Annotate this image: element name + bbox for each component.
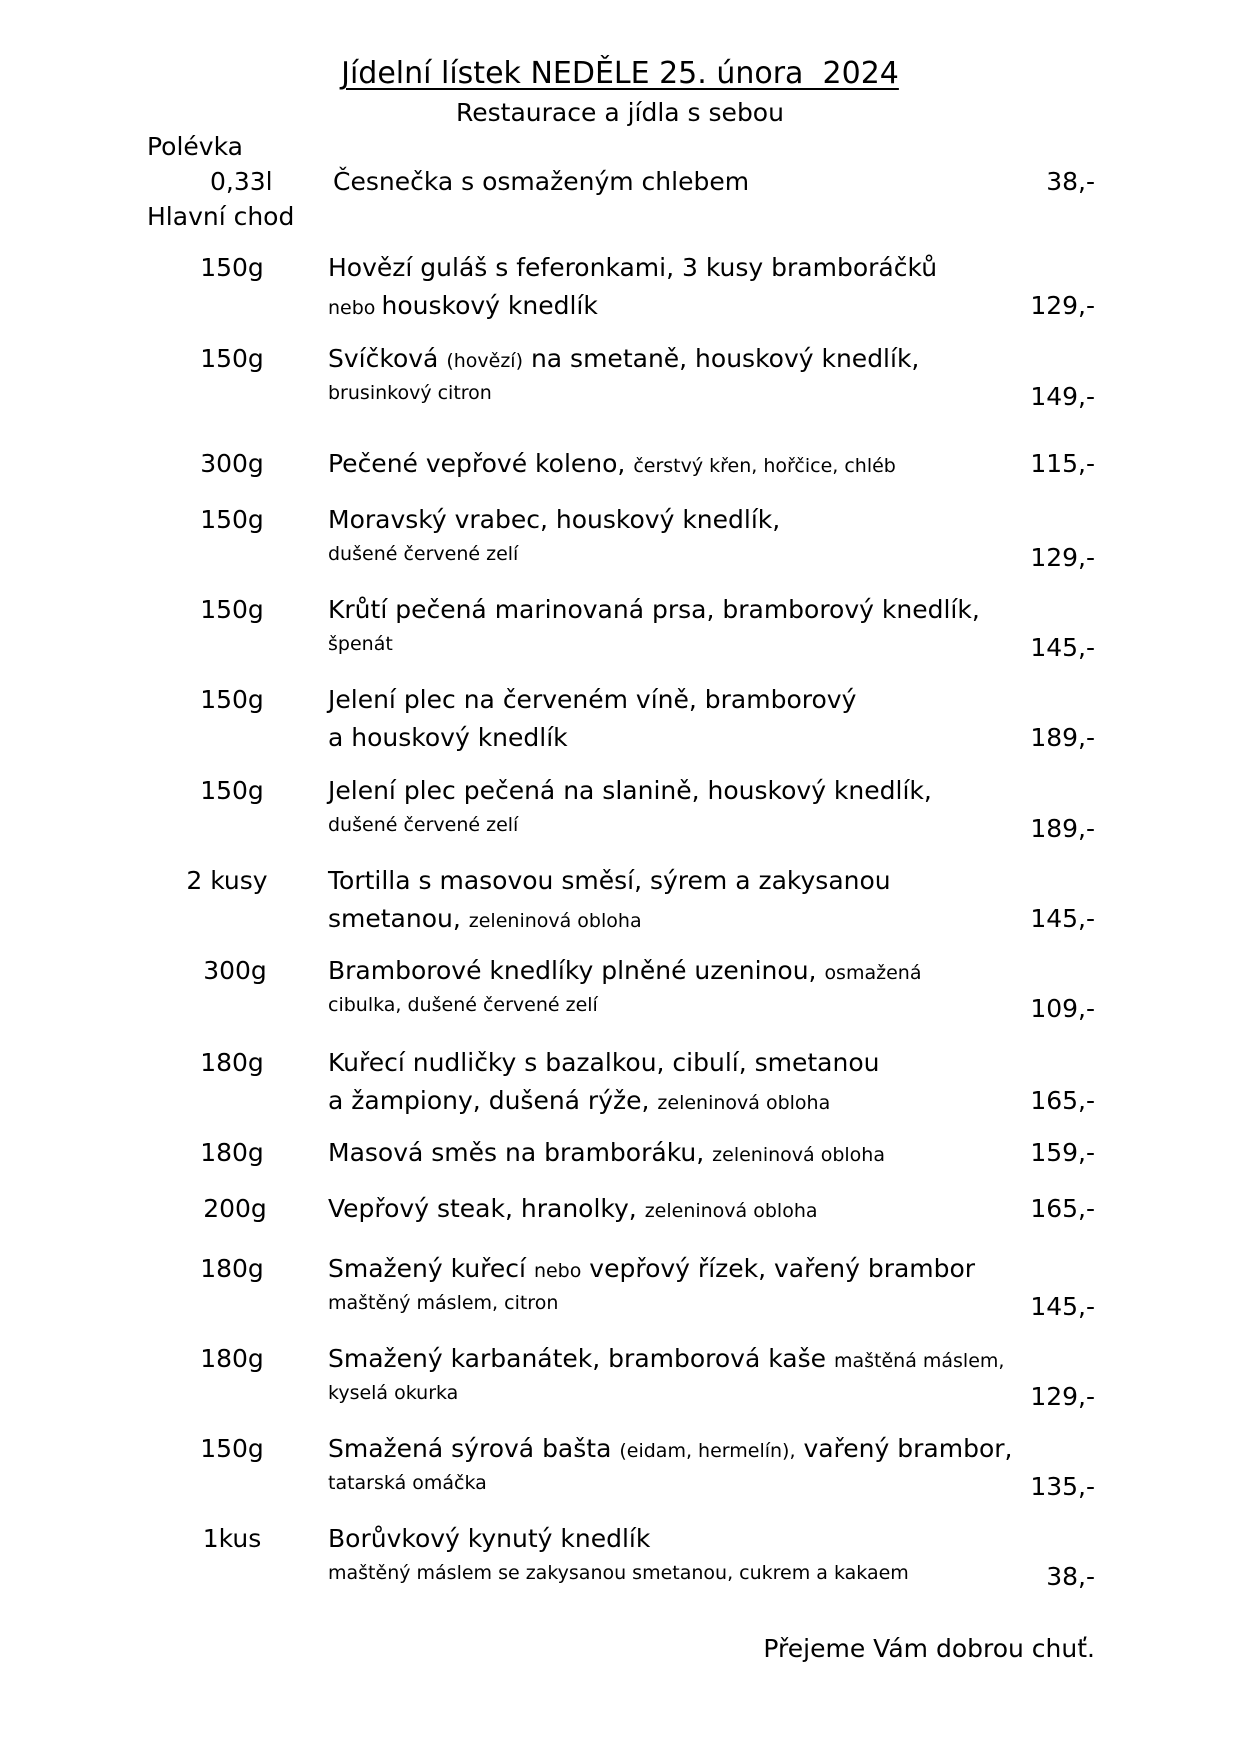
item-text-segment: Borůvkový kynutý knedlík bbox=[328, 1524, 651, 1553]
menu-item bbox=[0, 956, 1240, 1038]
item-text-segment: zeleninová obloha bbox=[657, 1092, 831, 1114]
page-title: Jídelní lístek NEDĚLE 25. února 2024 bbox=[341, 56, 899, 91]
item-name bbox=[328, 1524, 650, 1553]
menu-item bbox=[0, 253, 1240, 335]
item-portion: 150g bbox=[200, 1434, 264, 1463]
item-portion: 180g bbox=[200, 1344, 264, 1373]
item-price: 189,- bbox=[1030, 814, 1095, 843]
item-text-segment: Svíčková bbox=[328, 344, 447, 373]
item-portion: 150g bbox=[200, 776, 264, 805]
item-name bbox=[328, 956, 921, 985]
item-name bbox=[328, 253, 937, 282]
item-text-segment: Jelení plec pečená na slanině, houskový knedlík, bbox=[328, 776, 932, 805]
item-name bbox=[328, 866, 891, 895]
item-price: 165,- bbox=[1030, 1194, 1095, 1223]
item-text-segment: a žampiony, dušená rýže, bbox=[328, 1086, 658, 1115]
closing-note: Přejeme Vám dobrou chuť. bbox=[763, 1634, 1095, 1663]
item-text-segment: zeleninová obloha bbox=[468, 910, 642, 932]
item-price: 115,- bbox=[1030, 449, 1095, 478]
item-description bbox=[328, 1562, 909, 1584]
item-text-segment: Smažený kuřecí bbox=[328, 1254, 534, 1283]
item-name bbox=[328, 344, 919, 373]
item-name bbox=[328, 1138, 885, 1167]
item-text-segment: zeleninová obloha bbox=[712, 1144, 885, 1166]
menu-item bbox=[0, 866, 1240, 948]
item-text-segment: (eidam, hermelín), bbox=[619, 1440, 796, 1462]
item-portion: 150g bbox=[200, 253, 264, 282]
menu-item bbox=[0, 1048, 1240, 1130]
item-text-segment: Smažená sýrová bašta bbox=[328, 1434, 620, 1463]
item-portion: 180g bbox=[200, 1048, 264, 1077]
menu-item bbox=[0, 685, 1240, 767]
page-subtitle: Restaurace a jídla s sebou bbox=[456, 98, 784, 127]
item-text-segment: Vepřový steak, hranolky, bbox=[328, 1194, 645, 1223]
item-text-segment: brusinkový citron bbox=[328, 382, 492, 404]
item-description bbox=[328, 291, 598, 320]
item-portion: 150g bbox=[200, 344, 264, 373]
item-name bbox=[328, 1194, 818, 1223]
item-portion: 300g bbox=[200, 449, 264, 478]
item-price: 145,- bbox=[1030, 904, 1095, 933]
item-description bbox=[328, 1292, 558, 1314]
item-price: 159,- bbox=[1030, 1138, 1095, 1167]
item-text-segment: Jelení plec na červeném víně, bramborový bbox=[328, 685, 857, 714]
item-portion: 180g bbox=[200, 1254, 264, 1283]
item-description bbox=[328, 1382, 458, 1404]
item-text-segment: nebo bbox=[328, 297, 382, 319]
item-price: 129,- bbox=[1030, 543, 1095, 572]
item-portion: 150g bbox=[200, 685, 264, 714]
item-portion: 1kus bbox=[202, 1524, 262, 1553]
item-text-segment: Bramborové knedlíky plněné uzeninou, bbox=[328, 956, 825, 985]
item-description bbox=[328, 633, 393, 655]
item-text-segment: maštěný máslem, citron bbox=[328, 1292, 559, 1314]
item-text-segment: Hovězí guláš s feferonkami, 3 kusy bramboráčků bbox=[328, 253, 938, 282]
soup-section-label: Polévka bbox=[147, 132, 243, 161]
item-text-segment: Smažený karbanátek, bramborová kaše bbox=[328, 1344, 834, 1373]
item-description bbox=[328, 543, 518, 565]
item-text-segment: maštěný máslem se zakysanou smetanou, cukrem a kakaem bbox=[328, 1562, 909, 1584]
item-text-segment: smetanou, bbox=[328, 904, 469, 933]
item-text-segment: vařený brambor, bbox=[795, 1434, 1013, 1463]
item-text-segment: houskový knedlík bbox=[381, 291, 598, 320]
item-portion: 2 kusy bbox=[186, 866, 268, 895]
item-description bbox=[328, 904, 642, 933]
item-description bbox=[328, 814, 518, 836]
menu-item bbox=[0, 505, 1240, 587]
item-text-segment: maštěná máslem, bbox=[833, 1350, 1005, 1372]
item-description bbox=[328, 1472, 487, 1494]
item-description bbox=[328, 723, 568, 752]
item-price: 38,- bbox=[1046, 1562, 1095, 1591]
item-price: 145,- bbox=[1030, 633, 1095, 662]
item-name bbox=[328, 1434, 1012, 1463]
menu-item bbox=[0, 1434, 1240, 1516]
item-name bbox=[328, 776, 932, 805]
menu-item bbox=[0, 1524, 1240, 1606]
item-text-segment: zeleninová obloha bbox=[644, 1200, 818, 1222]
item-portion: 180g bbox=[200, 1138, 264, 1167]
soup-price: 38,- bbox=[1046, 167, 1095, 196]
item-name bbox=[328, 1254, 975, 1283]
item-text-segment: Krůtí pečená marinovaná prsa, bramborový knedlík, bbox=[328, 595, 980, 624]
menu-item bbox=[0, 595, 1240, 677]
item-price: 129,- bbox=[1030, 1382, 1095, 1411]
soup-name: Česnečka s osmaženým chlebem bbox=[333, 167, 750, 196]
item-portion: 150g bbox=[200, 505, 264, 534]
item-text-segment: dušené červené zelí bbox=[328, 543, 519, 565]
item-text-segment: dušené červené zelí bbox=[328, 814, 519, 836]
soup-portion: 0,33l bbox=[210, 167, 273, 196]
item-text-segment: osmažená bbox=[824, 962, 922, 984]
item-text-segment: tatarská omáčka bbox=[328, 1472, 487, 1494]
item-text-segment: kyselá okurka bbox=[328, 1382, 459, 1404]
item-text-segment: na smetaně, houskový knedlík, bbox=[523, 344, 920, 373]
item-text-segment: nebo bbox=[533, 1260, 582, 1282]
item-text-segment: a houskový knedlík bbox=[328, 723, 568, 752]
item-text-segment: Moravský vrabec, houskový knedlík, bbox=[328, 505, 781, 534]
item-text-segment: (hovězí) bbox=[446, 350, 523, 372]
item-price: 109,- bbox=[1030, 994, 1095, 1023]
item-price: 135,- bbox=[1030, 1472, 1095, 1501]
item-name bbox=[328, 685, 856, 714]
item-text-segment: cibulka, dušené červené zelí bbox=[328, 994, 598, 1016]
item-name bbox=[328, 505, 780, 534]
item-price: 129,- bbox=[1030, 291, 1095, 320]
item-text-segment: Tortilla s masovou směsí, sýrem a zakysanou bbox=[328, 866, 891, 895]
menu-item bbox=[0, 1344, 1240, 1426]
item-text-segment: vepřový řízek, vařený brambor bbox=[581, 1254, 976, 1283]
item-text-segment: špenát bbox=[328, 633, 393, 655]
item-portion: 200g bbox=[203, 1194, 267, 1223]
item-price: 149,- bbox=[1030, 382, 1095, 411]
item-text-segment: čerstvý křen, hořčice, chléb bbox=[633, 455, 896, 477]
menu-item bbox=[0, 344, 1240, 426]
menu-item bbox=[0, 776, 1240, 858]
item-price: 165,- bbox=[1030, 1086, 1095, 1115]
item-text-segment: Kuřecí nudličky s bazalkou, cibulí, smetanou bbox=[328, 1048, 880, 1077]
item-description bbox=[328, 994, 598, 1016]
item-text-segment: Pečené vepřové koleno, bbox=[328, 449, 634, 478]
item-price: 145,- bbox=[1030, 1292, 1095, 1321]
menu-item bbox=[0, 1254, 1240, 1336]
main-section-label: Hlavní chod bbox=[147, 202, 295, 231]
item-name bbox=[328, 595, 980, 624]
item-description bbox=[328, 1086, 830, 1115]
item-portion: 300g bbox=[203, 956, 267, 985]
item-name bbox=[328, 449, 896, 478]
item-price: 189,- bbox=[1030, 723, 1095, 752]
item-description bbox=[328, 382, 492, 404]
item-text-segment: Masová směs na bramboráku, bbox=[328, 1138, 713, 1167]
item-name bbox=[328, 1048, 880, 1077]
item-portion: 150g bbox=[200, 595, 264, 624]
item-name bbox=[328, 1344, 1004, 1373]
